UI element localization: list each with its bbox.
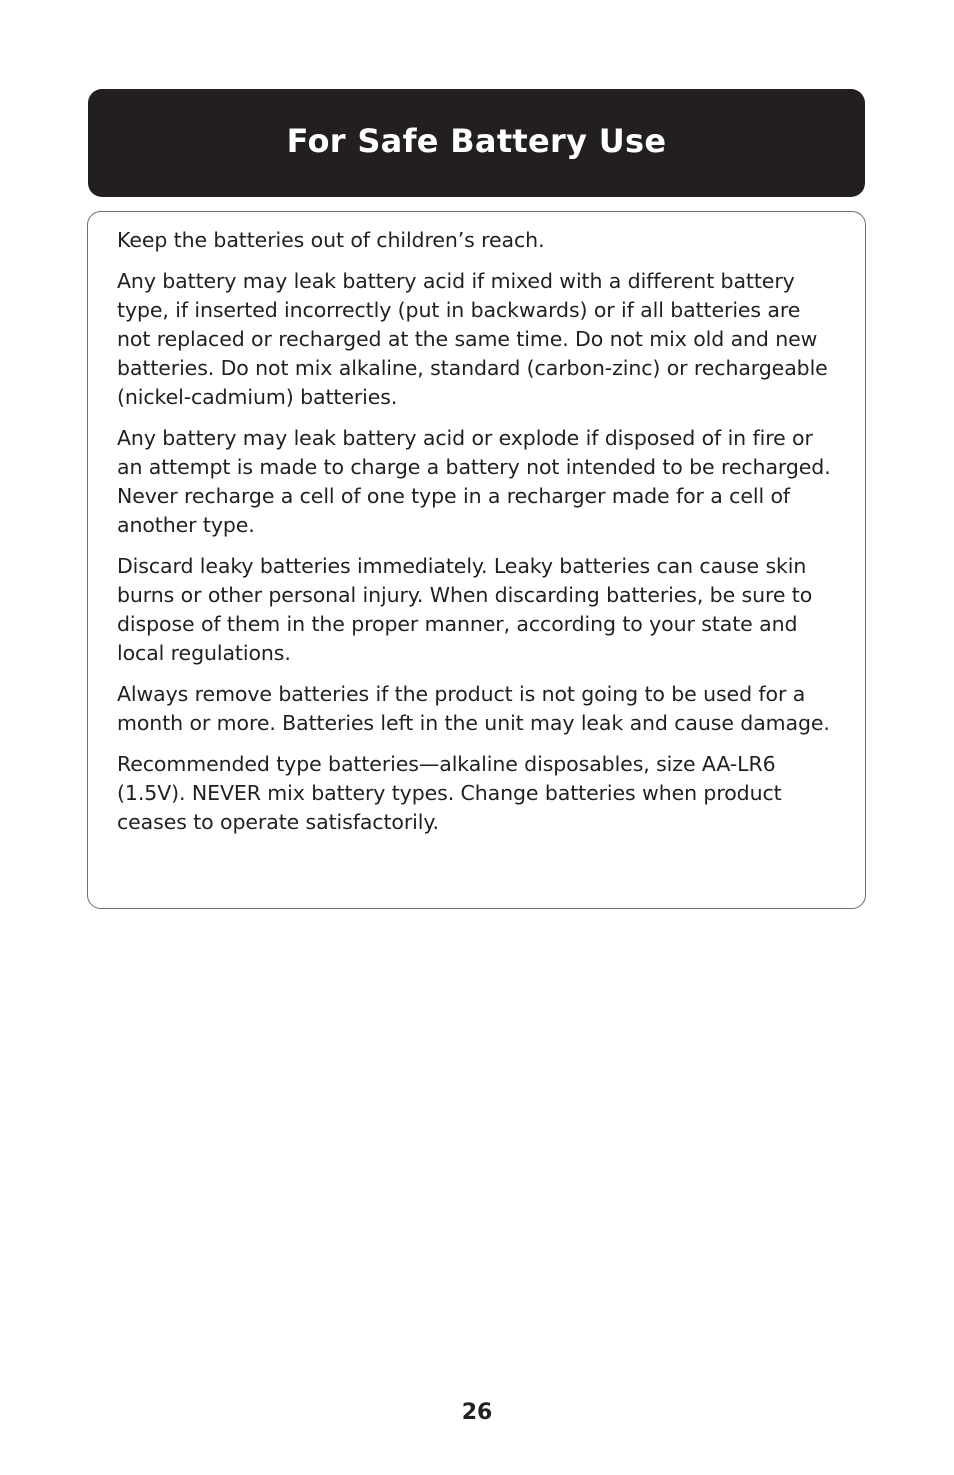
section-title: For Safe Battery Use <box>286 122 667 160</box>
instruction-paragraph: Any battery may leak battery acid if mixed with a different battery type, if inserted incorrectly (put in backwards) or if all batteries are not replaced or recharged at the same time. Do not mix old and new batteries. Do not mix alkaline, standard (carbon-zinc) or rechargeable (nickel-cadmium) batteries. <box>117 269 828 409</box>
instruction-paragraph: Any battery may leak battery acid or explode if disposed of in fire or an attempt is made to charge a battery not intended to be recharged. Never recharge a cell of one type in a recharger made for a cell of another type. <box>117 426 831 537</box>
instruction-paragraph: Recommended type batteries—alkaline disposables, size AA-LR6 (1.5V). NEVER mix battery types. Change batteries when product ceases to operate satisfactorily. <box>117 752 782 834</box>
instruction-paragraph: Discard leaky batteries immediately. Leaky batteries can cause skin burns or other personal injury. When discarding batteries, be sure to dispose of them in the proper manner, according to your state and local regulations. <box>117 554 813 665</box>
section-header <box>88 89 865 197</box>
page-number: 26 <box>461 1400 493 1425</box>
instruction-paragraph: Always remove batteries if the product is not going to be used for a month or more. Batteries left in the unit may leak and cause damage. <box>117 682 830 735</box>
instruction-paragraph: Keep the batteries out of children’s reach. <box>117 228 545 252</box>
safety-instructions-box <box>87 211 866 909</box>
